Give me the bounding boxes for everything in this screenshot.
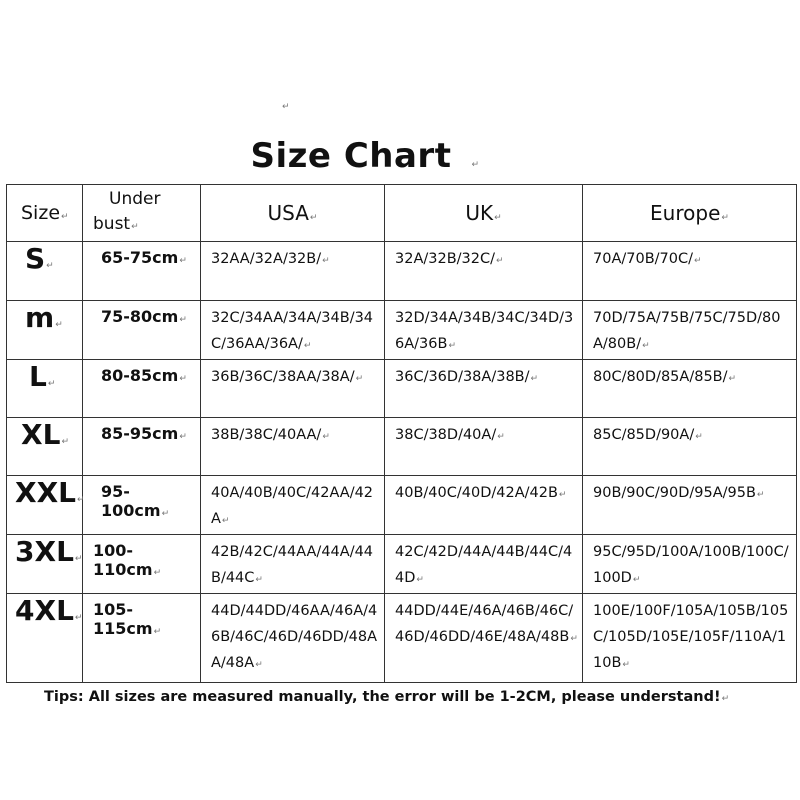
uk-cell: 32A/32B/32C/↵ (385, 242, 583, 301)
header-europe: Europe↵ (583, 185, 797, 242)
paragraph-mark: ↵ (322, 256, 330, 266)
paragraph-mark: ↵ (255, 575, 263, 585)
uk-cell: 42C/42D/44A/44B/44C/44D↵ (385, 535, 583, 594)
uk-cell: 44DD/44E/46A/46B/46C/46D/46DD/46E/48A/48B↵ (385, 594, 583, 683)
paragraph-mark: ↵ (179, 256, 187, 266)
size-cell: XXL↵ (7, 476, 83, 535)
paragraph-mark: ↵ (77, 495, 85, 505)
size-cell: m↵ (7, 301, 83, 360)
usa-cell: 32AA/32A/32B/↵ (201, 242, 385, 301)
title-text: Size Chart (250, 136, 452, 176)
uk-cell: 40B/40C/40D/42A/42B↵ (385, 476, 583, 535)
paragraph-mark: ↵ (721, 694, 730, 704)
paragraph-mark: ↵ (153, 568, 162, 578)
paragraph-mark: ↵ (161, 509, 170, 519)
paragraph-mark: ↵ (47, 379, 56, 389)
paragraph-mark: ↵ (695, 432, 703, 442)
table-row (7, 594, 797, 683)
paragraph-mark: ↵ (448, 341, 456, 351)
europe-cell: 80C/80D/85A/85B/↵ (583, 360, 797, 418)
paragraph-mark: ↵ (255, 660, 263, 670)
uk-cell: 38C/38D/40A/↵ (385, 418, 583, 476)
paragraph-mark: ↵ (756, 490, 765, 500)
paragraph-mark: ↵ (179, 315, 187, 325)
table-row (7, 242, 797, 301)
paragraph-mark: ↵ (74, 554, 83, 564)
table-row (7, 476, 797, 535)
under-bust-cell: 105-115cm↵ (83, 594, 201, 683)
paragraph-mark: ↵ (694, 256, 702, 266)
paragraph-mark: ↵ (642, 341, 650, 351)
header-uk: UK↵ (385, 185, 583, 242)
paragraph-mark: ↵ (558, 490, 567, 500)
under-bust-cell: 65-75cm↵ (83, 242, 201, 301)
usa-cell: 44D/44DD/46AA/46A/46B/46C/46D/46DD/48AA/48A↵ (201, 594, 385, 683)
under-bust-cell: 100-110cm↵ (83, 535, 201, 594)
paragraph-mark: ↵ (632, 575, 641, 585)
under-bust-cell: 75-80cm↵ (83, 301, 201, 360)
paragraph-mark-title: ↵ (471, 160, 480, 170)
header-size: Size↵ (7, 185, 83, 242)
paragraph-mark: ↵ (570, 634, 578, 644)
europe-cell: 70D/75A/75B/75C/75D/80A/80B/↵ (583, 301, 797, 360)
paragraph-mark: ↵ (179, 374, 187, 384)
paragraph-mark: ↵ (61, 437, 69, 447)
table-row (7, 360, 797, 418)
paragraph-mark: ↵ (496, 256, 504, 266)
paragraph-mark: ↵ (61, 212, 69, 222)
under-bust-cell: 85-95cm↵ (83, 418, 201, 476)
paragraph-mark: ↵ (303, 341, 312, 351)
page-title (0, 136, 730, 176)
uk-cell: 36C/36D/38A/38B/↵ (385, 360, 583, 418)
under-bust-cell: 95-100cm↵ (83, 476, 201, 535)
paragraph-mark: ↵ (355, 374, 364, 384)
size-cell: 3XL↵ (7, 535, 83, 594)
europe-cell: 85C/85D/90A/↵ (583, 418, 797, 476)
table-row (7, 418, 797, 476)
paragraph-mark: ↵ (494, 213, 502, 223)
paragraph-mark: ↵ (622, 660, 630, 670)
paragraph-mark: ↵ (309, 213, 318, 223)
paragraph-mark: ↵ (530, 374, 539, 384)
paragraph-mark: ↵ (416, 575, 424, 585)
paragraph-mark: ↵ (721, 213, 729, 223)
usa-cell: 32C/34AA/34A/34B/34C/36AA/36A/↵ (201, 301, 385, 360)
tips-note: Tips: All sizes are measured manually, the error will be 1-2CM, please understand!↵ (44, 689, 730, 705)
paragraph-mark: ↵ (131, 221, 139, 232)
header-under-bust: Under bust↵ (83, 185, 201, 242)
paragraph-mark: ↵ (74, 613, 83, 623)
paragraph-mark: ↵ (179, 432, 187, 442)
table-body (7, 242, 797, 683)
size-cell: L↵ (7, 360, 83, 418)
europe-cell: 90B/90C/90D/95A/95B↵ (583, 476, 797, 535)
size-chart-table (6, 184, 797, 683)
uk-cell: 32D/34A/34B/34C/34D/36A/36B↵ (385, 301, 583, 360)
usa-cell: 42B/42C/44AA/44A/44B/44C↵ (201, 535, 385, 594)
header-usa: USA↵ (201, 185, 385, 242)
size-cell: XL↵ (7, 418, 83, 476)
usa-cell: 38B/38C/40AA/↵ (201, 418, 385, 476)
paragraph-mark-top: ↵ (282, 102, 290, 112)
paragraph-mark: ↵ (55, 320, 63, 330)
paragraph-mark: ↵ (322, 432, 330, 442)
europe-cell: 70A/70B/70C/↵ (583, 242, 797, 301)
usa-cell: 36B/36C/38AA/38A/↵ (201, 360, 385, 418)
paragraph-mark: ↵ (221, 516, 230, 526)
table-row (7, 535, 797, 594)
table-row (7, 301, 797, 360)
size-cell: S↵ (7, 242, 83, 301)
header-row (7, 185, 797, 242)
paragraph-mark: ↵ (497, 432, 505, 442)
paragraph-mark: ↵ (153, 627, 162, 637)
usa-cell: 40A/40B/40C/42AA/42A↵ (201, 476, 385, 535)
europe-cell: 100E/100F/105A/105B/105C/105D/105E/105F/110A/110B↵ (583, 594, 797, 683)
paragraph-mark: ↵ (728, 374, 737, 384)
size-cell: 4XL↵ (7, 594, 83, 683)
europe-cell: 95C/95D/100A/100B/100C/100D↵ (583, 535, 797, 594)
under-bust-cell: 80-85cm↵ (83, 360, 201, 418)
paragraph-mark: ↵ (46, 261, 54, 271)
